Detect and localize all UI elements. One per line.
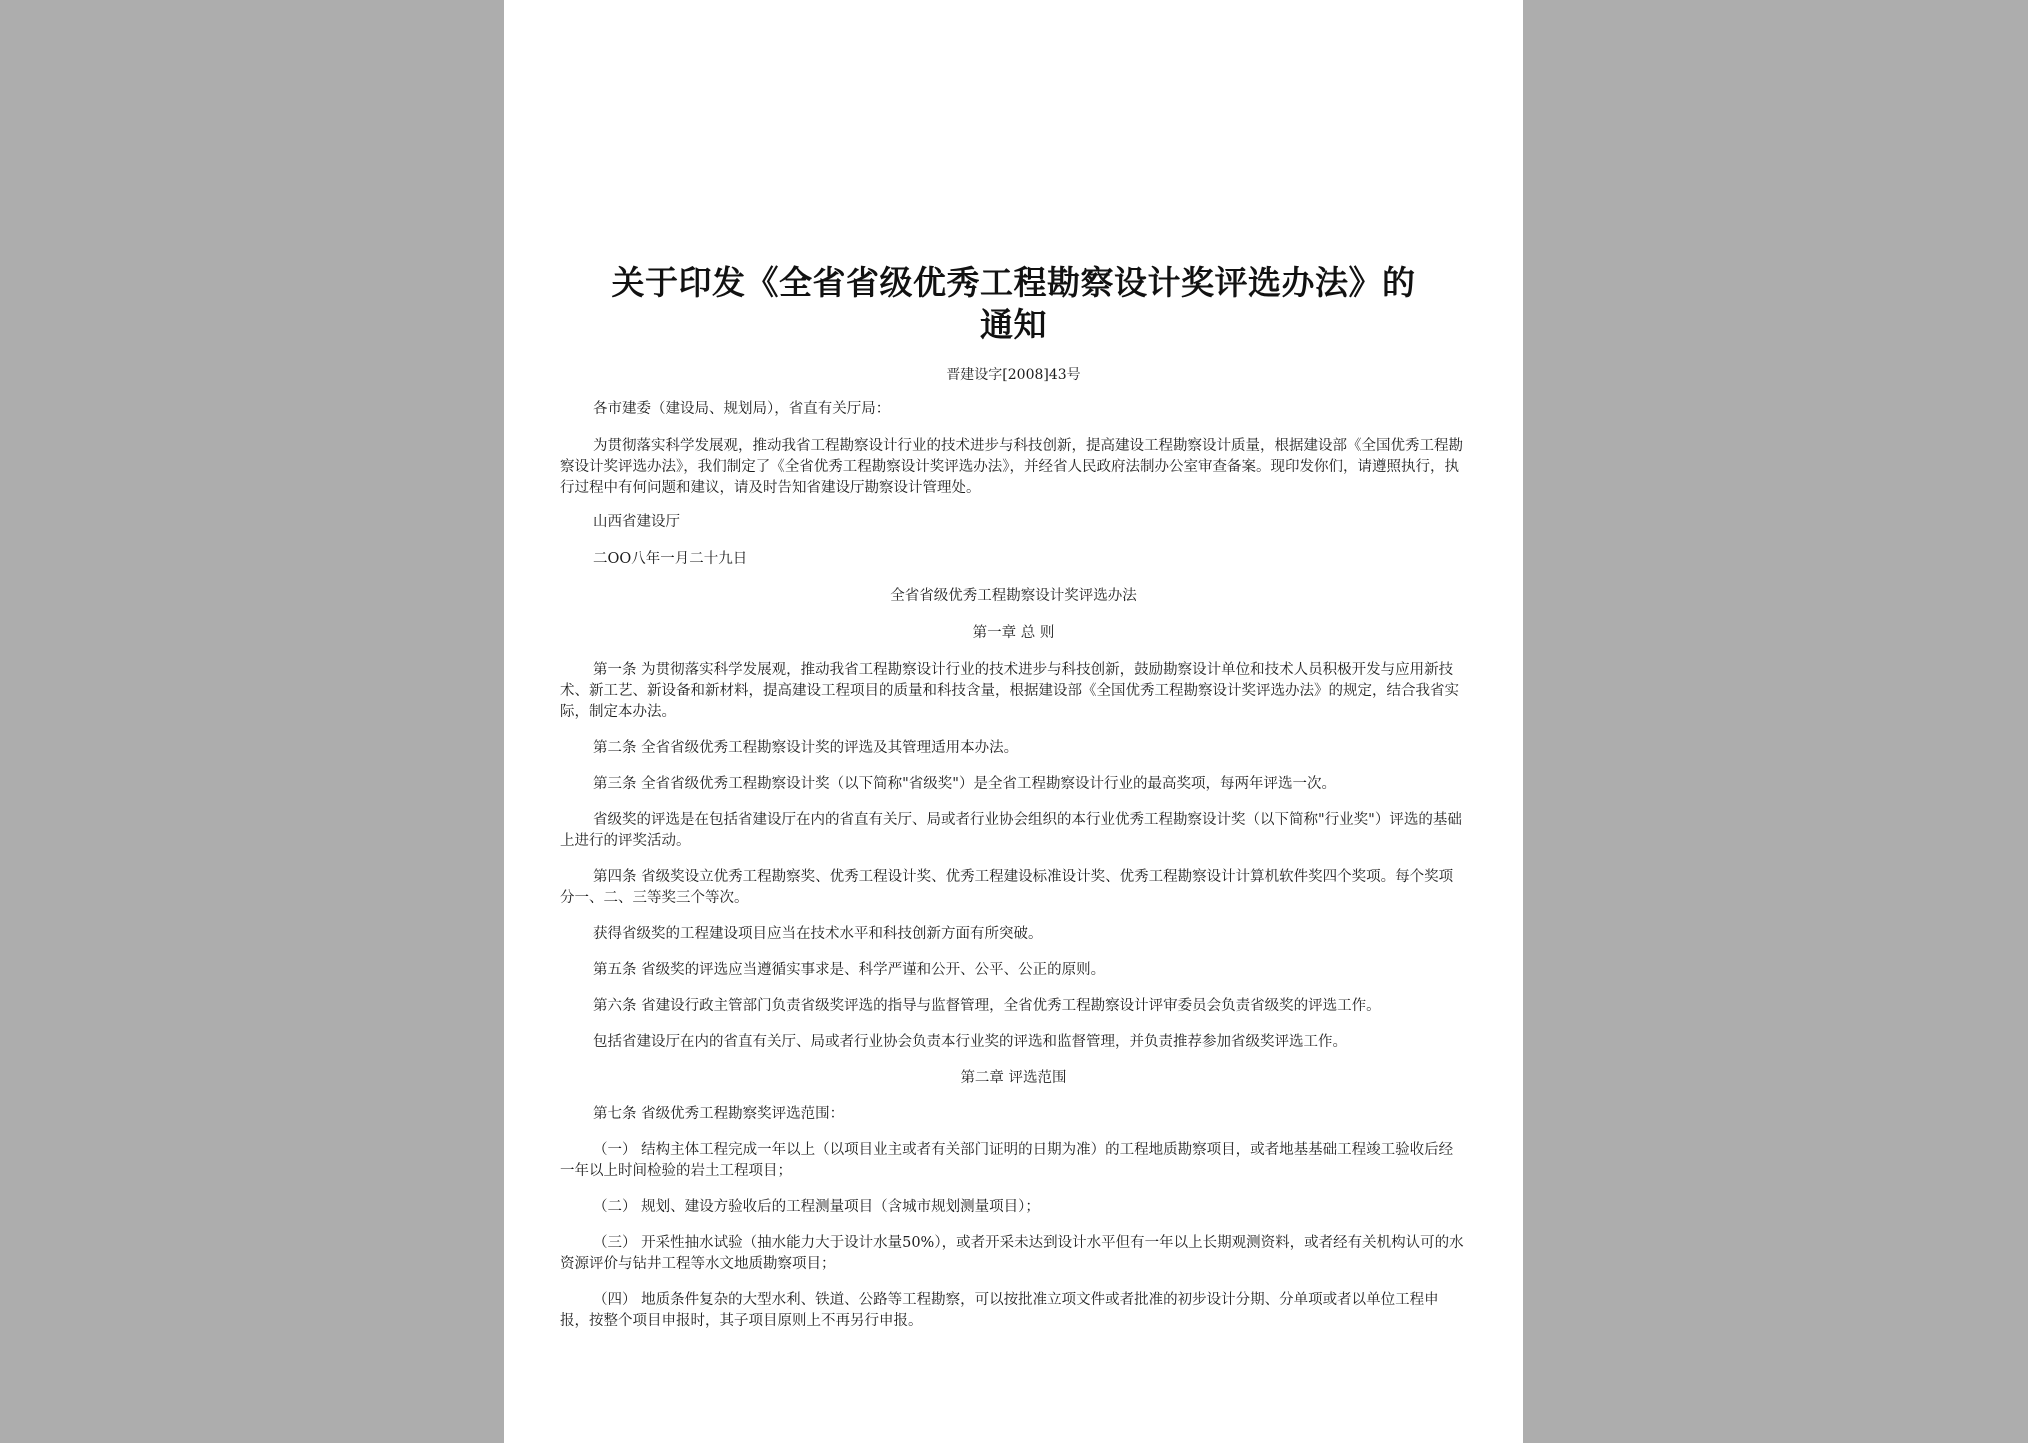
article-7-item-2: （二） 规划、建设方验收后的工程测量项目（含城市规划测量项目）； — [593, 1199, 1040, 1215]
issue-date: 二OO八年一月二十九日 — [593, 551, 748, 567]
chapter-1-heading: 第一章 总 则 — [972, 625, 1055, 641]
measures-title: 全省省级优秀工程勘察设计奖评选办法 — [890, 588, 1137, 604]
article-4: 第四条 省级奖设立优秀工程勘察奖、优秀工程设计奖、优秀工程建设标准设计奖、优秀工程勘察设计计算机软件奖四个奖项。每个奖项分一、二、三等奖三个等次。 — [560, 869, 1454, 906]
article-7-item-3: （三） 开采性抽水试验（抽水能力大于设计水量50%），或者开采未达到设计水平但有一年以上长期观测资料，或者经有关机构认可的水资源评价与钻井工程等水文地质勘察项目； — [560, 1235, 1464, 1272]
article-3: 第三条 全省省级优秀工程勘察设计奖（以下简称"省级奖"）是全省工程勘察设计行业的最高奖项，每两年评选一次。 — [593, 776, 1336, 792]
article-5: 第五条 省级奖的评选应当遵循实事求是、科学严谨和公开、公平、公正的原则。 — [593, 962, 1106, 978]
title-line-1: 关于印发《全省省级优秀工程勘察设计奖评选办法》的 — [611, 263, 1416, 302]
article-6-paragraph-2: 包括省建设厅在内的省直有关厅、局或者行业协会负责本行业奖的评选和监督管理，并负责推荐参加省级奖评选工作。 — [593, 1034, 1347, 1050]
chapter-2-heading: 第二章 评选范围 — [960, 1070, 1067, 1086]
article-2: 第二条 全省省级优秀工程勘察设计奖的评选及其管理适用本办法。 — [593, 740, 1019, 756]
article-7-item-4: （四） 地质条件复杂的大型水利、铁道、公路等工程勘察，可以按批准立项文件或者批准的初步设计分期、分单项或者以单位工程申报，按整个项目申报时，其子项目原则上不再另行申报。 — [560, 1292, 1439, 1329]
document-page — [504, 0, 1523, 1443]
salutation: 各市建委（建设局、规划局），省直有关厅局： — [593, 401, 891, 417]
issuer: 山西省建设厅 — [593, 514, 680, 530]
article-1: 第一条 为贯彻落实科学发展观，推动我省工程勘察设计行业的技术进步与科技创新，鼓励勘察设计单位和技术人员积极开发与应用新技术、新工艺、新设备和新材料，提高建设工程项目的质量和科技含量，根据建设部《全国优秀工程勘察设计奖评选办法》的规定，结合我省实际，制定本办法。 — [560, 662, 1459, 720]
article-7-item-1: （一） 结构主体工程完成一年以上（以项目业主或者有关部门证明的日期为准）的工程地质勘察项目，或者地基基础工程竣工验收后经一年以上时间检验的岩土工程项目； — [560, 1142, 1454, 1179]
article-7: 第七条 省级优秀工程勘察奖评选范围： — [593, 1106, 845, 1122]
article-6: 第六条 省建设行政主管部门负责省级奖评选的指导与监督管理，全省优秀工程勘察设计评审委员会负责省级奖的评选工作。 — [593, 998, 1381, 1014]
intro-paragraph: 为贯彻落实科学发展观，推动我省工程勘察设计行业的技术进步与科技创新，提高建设工程勘察设计质量，根据建设部《全国优秀工程勘察设计奖评选办法》，我们制定了《全省优秀工程勘察设计奖评选办法》，并经省人民政府法制办公室审查备案。现印发你们，请遵照执行，执行过程中有何问题和建议，请及时告知省建设厅勘察设计管理处。 — [560, 438, 1463, 496]
article-3-paragraph-2: 省级奖的评选是在包括省建设厅在内的省直有关厅、局或者行业协会组织的本行业优秀工程勘察设计奖（以下简称"行业奖"）评选的基础上进行的评奖活动。 — [560, 812, 1462, 849]
article-4-paragraph-2: 获得省级奖的工程建设项目应当在技术水平和科技创新方面有所突破。 — [593, 926, 1043, 942]
document-title — [560, 262, 1467, 346]
document-number: 晋建设字[2008]43号 — [946, 367, 1081, 383]
title-line-2: 通知 — [980, 305, 1047, 344]
